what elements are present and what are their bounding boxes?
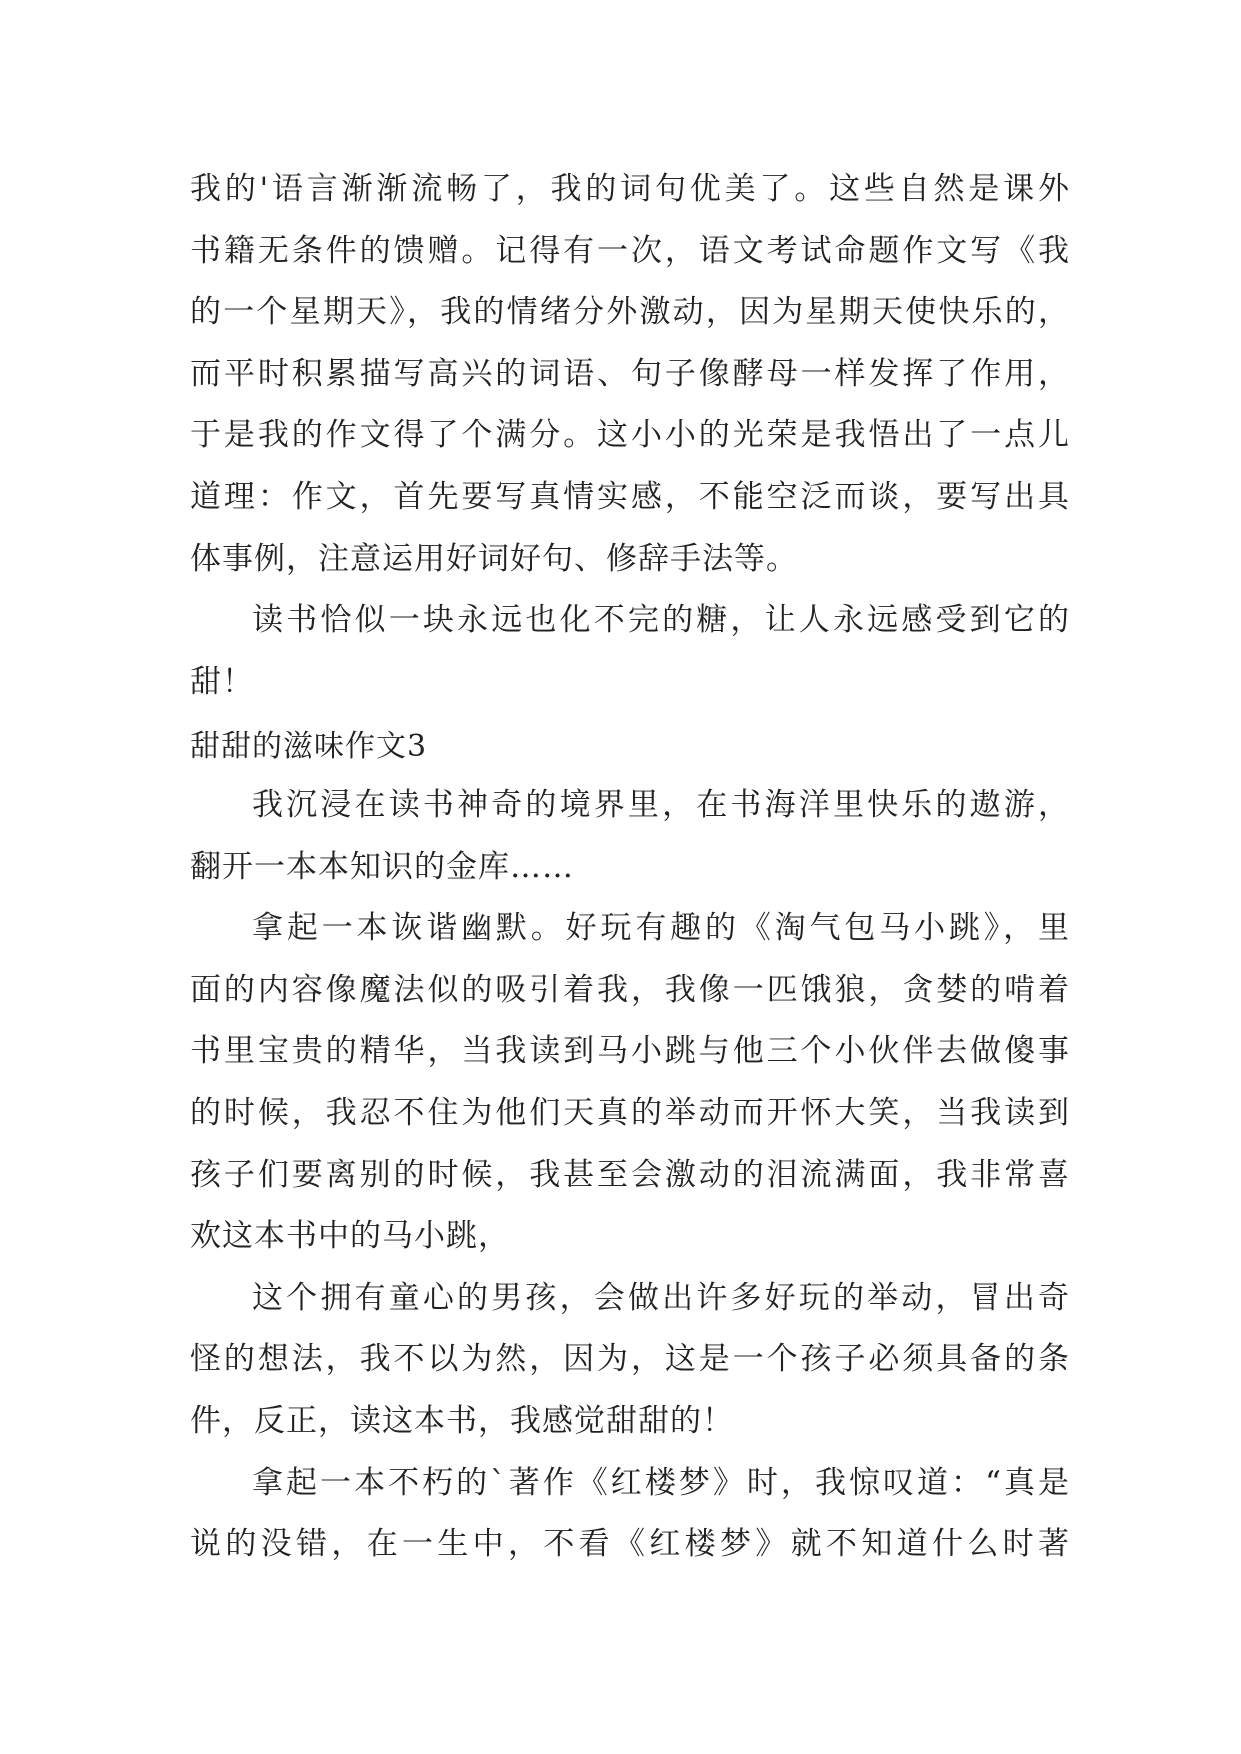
text-line: 这个拥有童心的男孩，会做出许多好玩的举动，冒出奇 <box>252 1279 1070 1316</box>
text-line: 读书恰似一块永远也化不完的糖，让人永远感受到它的 <box>252 602 1070 639</box>
text-line: 我沉浸在读书神奇的境界里，在书海洋里快乐的遨游， <box>252 787 1070 823</box>
text-line: 的时候，我忍不住为他们天真的举动而开怀大笑，当我读到 <box>190 1094 1070 1131</box>
text-block-1 <box>190 159 1070 713</box>
text-line: 甜！ <box>190 663 254 700</box>
text-line: 欢这本书中的马小跳， <box>190 1218 510 1255</box>
text-line: 面的内容像魔法似的吸引着我，我像一匹饿狼，贪婪的啃着 <box>190 971 1070 1008</box>
text-line: 拿起一本诙谐幽默。好玩有趣的《淘气包马小跳》，里 <box>252 910 1070 947</box>
text-line: 说的没错，在一生中，不看《红楼梦》就不知道什么时著 <box>190 1526 1070 1563</box>
text-line: 件，反正，读这本书，我感觉甜甜的！ <box>190 1402 734 1439</box>
text-line: 而平时积累描写高兴的词语、句子像酵母一样发挥了作用， <box>190 355 1070 392</box>
text-line: 于是我的作文得了个满分。这小小的光荣是我悟出了一点儿 <box>190 417 1070 454</box>
text-line: 我的'语言渐渐流畅了，我的词句优美了。这些自然是课外 <box>190 171 1070 207</box>
document-page <box>190 0 1070 1754</box>
text-line: 书籍无条件的馈赠。记得有一次，语文考试命题作文写《我 <box>190 232 1070 269</box>
text-line: 体事例，注意运用好词好句、修辞手法等。 <box>190 540 798 577</box>
text-line: 的一个星期天》，我的情绪分外激动，因为星期天使快乐的， <box>190 294 1070 331</box>
text-line: 怪的想法，我不以为然，因为，这是一个孩子必须具备的条 <box>190 1341 1070 1378</box>
text-line: 拿起一本不朽的`著作《红楼梦》时，我惊叹道：“真是 <box>252 1464 1070 1501</box>
text-line: 翻开一本本知识的金库…… <box>190 848 574 885</box>
text-line: 孩子们要离别的时候，我甚至会激动的泪流满面，我非常喜 <box>190 1156 1070 1193</box>
text-block-2 <box>190 775 1070 1576</box>
text-line: 书里宝贵的精华，当我读到马小跳与他三个小伙伴去做傻事 <box>190 1033 1070 1070</box>
text-line: 道理：作文，首先要写真情实感，不能空泛而谈，要写出具 <box>190 478 1070 515</box>
section-heading-container <box>190 718 1070 776</box>
section-heading: 甜甜的滋味作文3 <box>190 729 428 764</box>
